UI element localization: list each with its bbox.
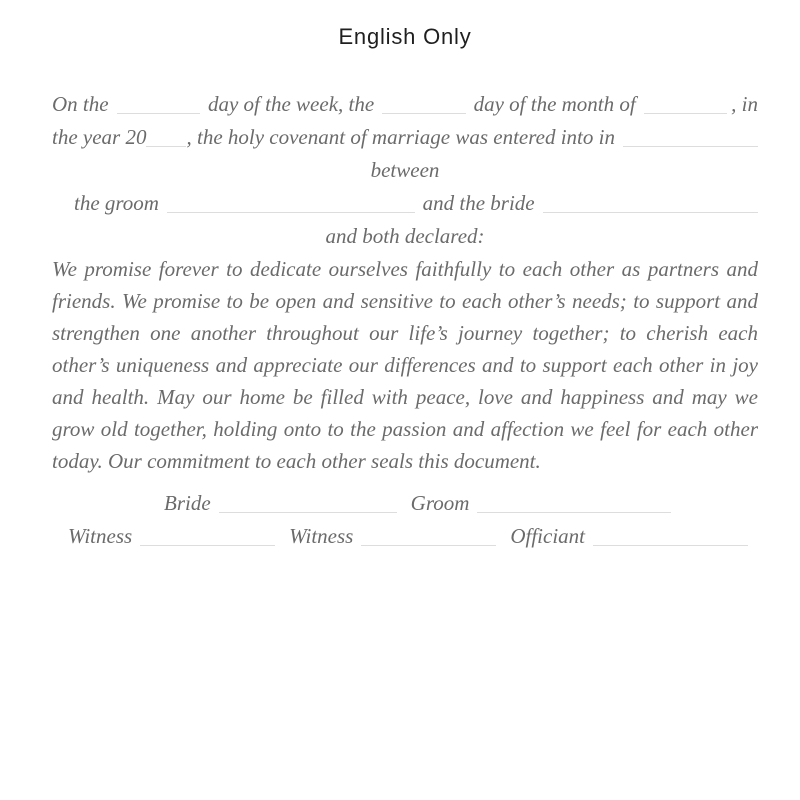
- blank-witness1-signature: [140, 532, 275, 546]
- page-title: English Only: [338, 24, 472, 49]
- witness2-label: Witness: [289, 524, 354, 548]
- parties-line: [52, 187, 758, 220]
- signature-row-bride-groom: [52, 487, 758, 520]
- blank-groom-signature: [477, 499, 671, 513]
- bride-signature-label: Bride: [164, 491, 211, 515]
- groom-label: the groom: [74, 191, 159, 215]
- signature-row-witnesses: [52, 520, 758, 553]
- bride-label: and the bride: [422, 191, 535, 215]
- opening-text: On the: [52, 92, 109, 116]
- blank-witness2-signature: [361, 532, 496, 546]
- vows-paragraph: We promise forever to dedicate ourselves faithfully to each other as partners and friends. We promise to be open and sensitive to each other’s needs; to support and strengthen one another throughout our life’s journey together; to cherish each other’s uniqueness and appreciate our differences and to support each other in joy and health. May our home be filled with peace, love and happiness and may we grow old together, holding onto to the passion and affection we feel for each other today. Our commitment to each other seals this document.: [52, 257, 758, 473]
- blank-officiant-signature: [593, 532, 748, 546]
- opening-text: , the holy covenant of marriage was entered into in: [186, 125, 615, 149]
- groom-signature-label: Groom: [410, 491, 470, 515]
- opening-line-1: [52, 88, 758, 121]
- opening-text: , in: [731, 92, 758, 116]
- blank-day-of-month: [382, 100, 465, 114]
- witness1-label: Witness: [68, 524, 133, 548]
- between-line: between: [370, 158, 440, 182]
- blank-bride-signature: [219, 499, 397, 513]
- blank-month-name: [644, 100, 727, 114]
- opening-line-2: [52, 121, 758, 154]
- signature-block: [52, 487, 758, 553]
- blank-year: [146, 133, 186, 147]
- blank-day-of-week: [117, 100, 200, 114]
- certificate-body: [52, 88, 758, 553]
- declared-line: and both declared:: [325, 224, 485, 248]
- blank-groom-name: [167, 199, 415, 213]
- opening-text: day of the week, the: [207, 92, 375, 116]
- blank-location: [623, 133, 758, 147]
- officiant-label: Officiant: [510, 524, 586, 548]
- opening-text: the year 20: [52, 125, 147, 149]
- blank-bride-name: [543, 199, 758, 213]
- opening-text: day of the month of: [473, 92, 636, 116]
